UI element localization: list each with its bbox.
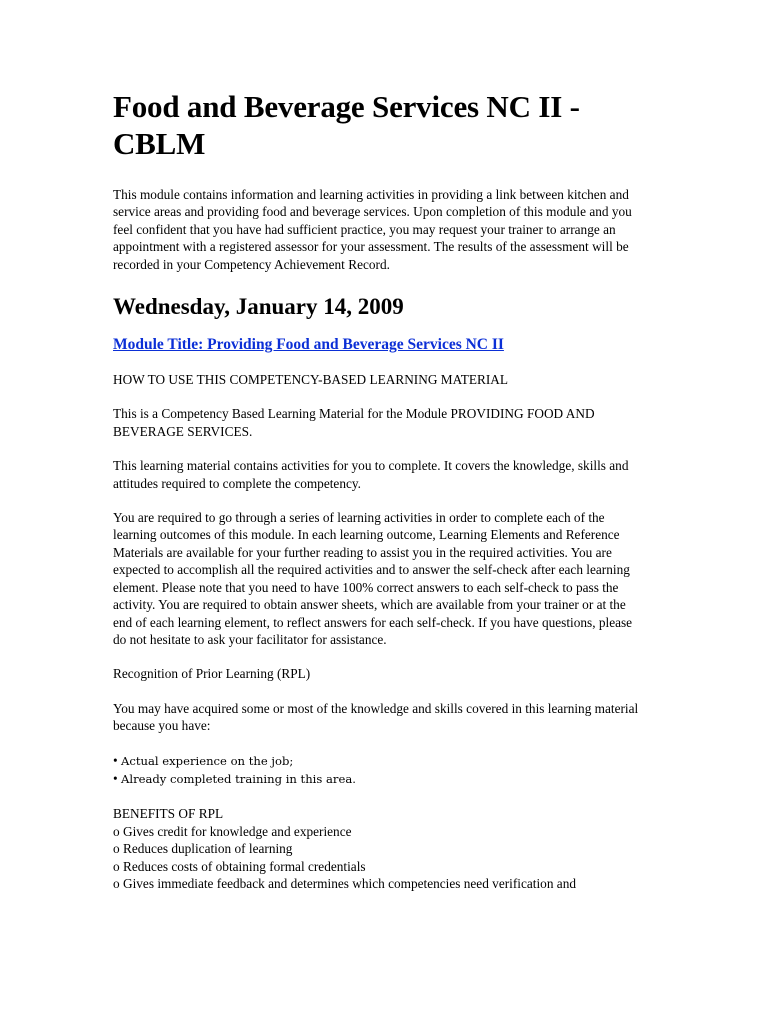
body-paragraph: You may have acquired some or most of the knowledge and skills covered in this learning material because you have: <box>113 700 639 734</box>
list-item: o Reduces costs of obtaining formal credentials <box>113 858 366 874</box>
list-item: • Actual experience on the job; <box>113 752 643 770</box>
section-heading: HOW TO USE THIS COMPETENCY-BASED LEARNING MATERIAL <box>113 372 508 388</box>
post-title <box>113 335 643 355</box>
body-paragraph: This learning material contains activities for you to complete. It covers the knowledge, skills and attitudes required to complete the competency. <box>113 458 629 491</box>
post-title-link[interactable]: Module Title: Providing Food and Beverage Services NC II <box>113 336 504 354</box>
list-item: • Already completed training in this area. <box>113 770 643 788</box>
body-paragraph: You are required to go through a series of learning activities in order to complete each of the learning outcomes of this module. In each learning outcome, Learning Elements and Reference Materials are available for your further reading to assist you in the required activities. You are expected to accomplish all the required activities and to answer the self-check after each learning element. Please note that you need to have 100% correct answers to each self-check to pass the activity. You are required to obtain answer sheets, which are available from your trainer or at the end of each learning element, to reflect answers for each self-check. If you have questions, please do not hesitate to ask your facilitator for assistance. <box>113 510 633 647</box>
section-heading: Recognition of Prior Learning (RPL) <box>113 666 311 682</box>
benefits-heading: BENEFITS OF RPL <box>113 806 224 822</box>
list-item: o Gives immediate feedback and determines which competencies need verification and <box>113 875 576 891</box>
rpl-bullet-list <box>113 752 643 789</box>
post-date-header: Wednesday, January 14, 2009 <box>113 294 404 320</box>
body-paragraph: This is a Competency Based Learning Material for the Module PROVIDING FOOD AND BEVERAGE SERVICES. <box>113 406 595 439</box>
blog-page <box>113 88 643 892</box>
benefits-section <box>113 805 643 892</box>
blog-description: This module contains information and learning activities in providing a link between kitchen and service areas and providing food and beverage services. Upon completion of this module and you feel confident that you have had sufficient practice, you may request your trainer to arrange an appointment with a registered assessor for your assessment. The results of the assessment will be recorded in your Competency Achievement Record. <box>113 187 632 272</box>
post-body <box>113 371 643 892</box>
list-item: o Reduces duplication of learning <box>113 841 293 857</box>
blog-title: Food and Beverage Services NC II - CBLM <box>113 89 580 161</box>
list-item: o Gives credit for knowledge and experience <box>113 823 352 839</box>
